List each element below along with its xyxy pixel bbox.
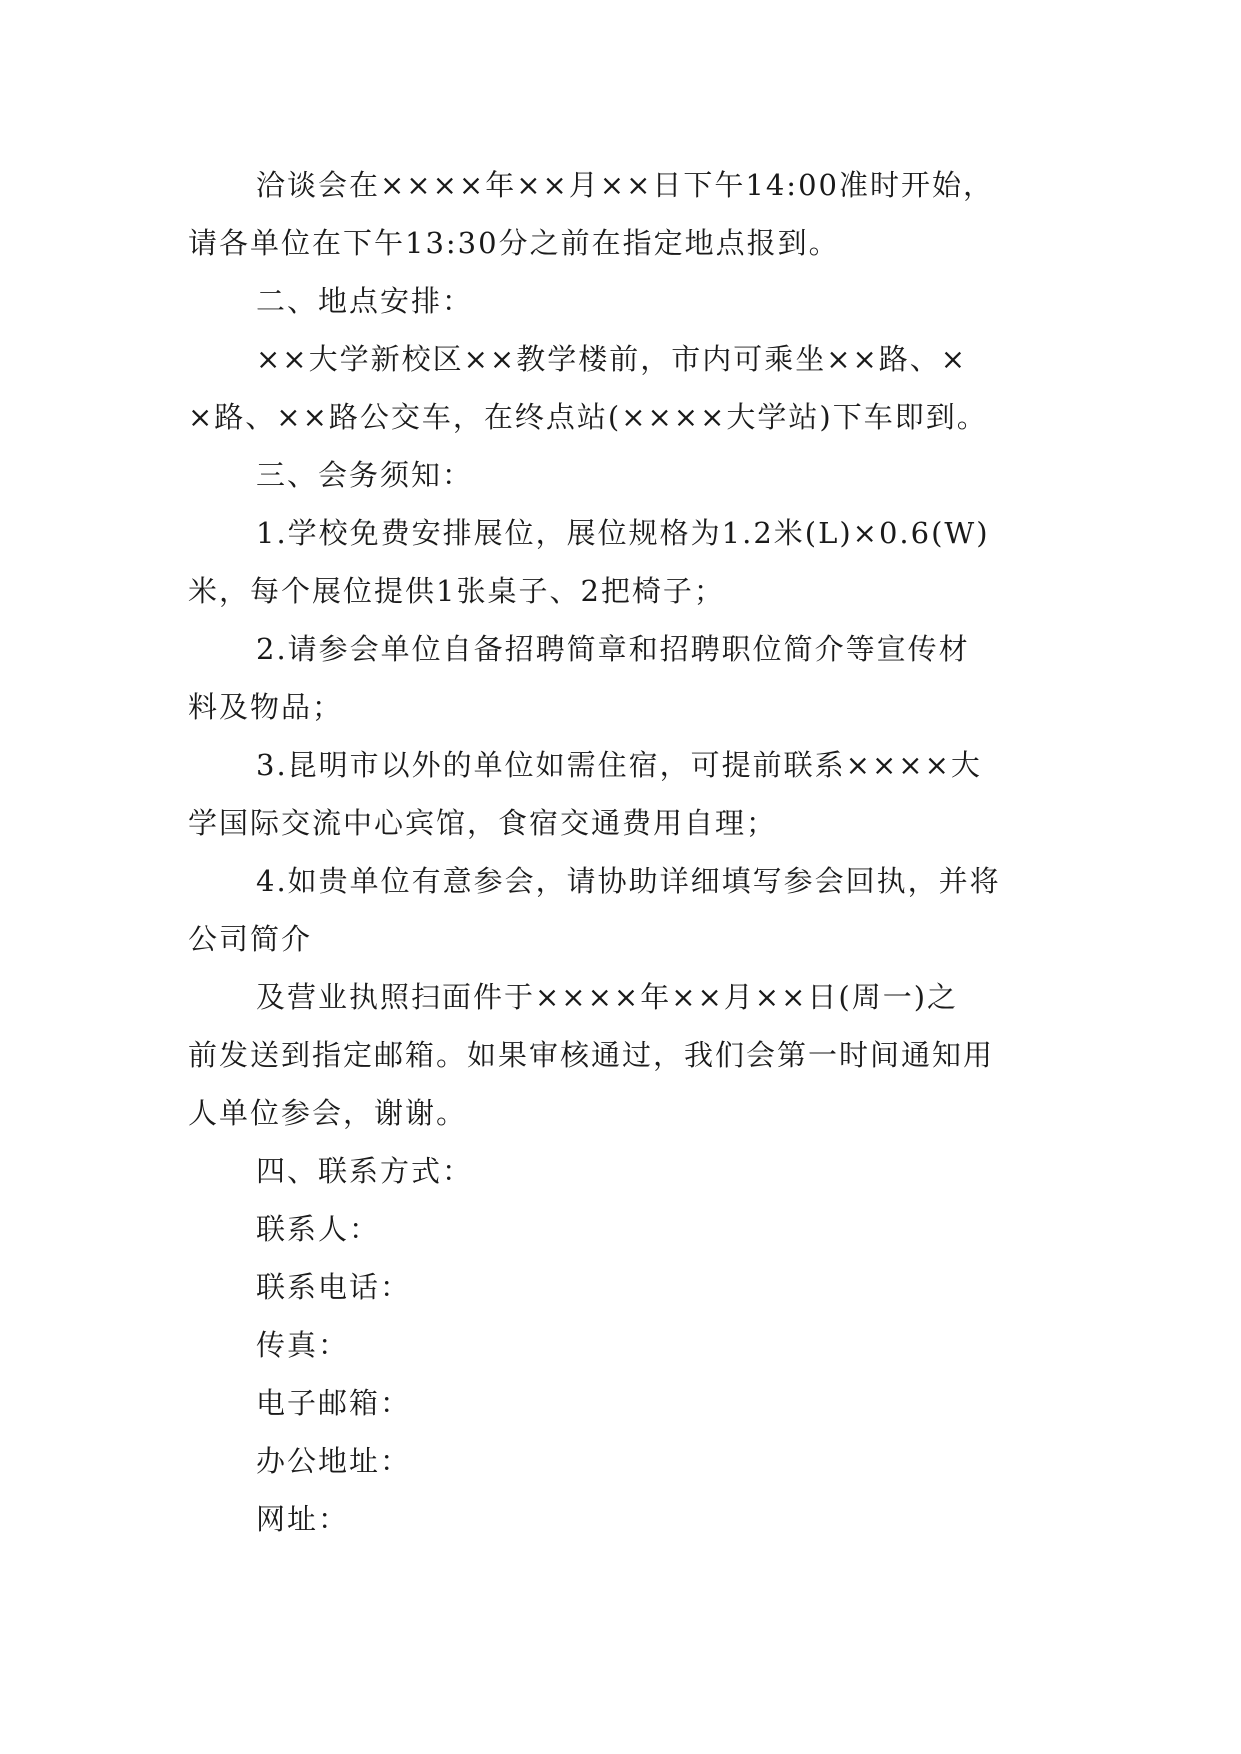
section-heading: 四、联系方式： [256, 1154, 474, 1188]
document-body [188, 156, 1088, 1548]
text-line: 及营业执照扫面件于××××年××月××日(周一)之 [256, 980, 959, 1014]
text-line: 4.如贵单位有意参会，请协助详细填写参会回执，并将 [256, 864, 1001, 898]
text-line: ××大学新校区××教学楼前，市内可乘坐××路、× [256, 342, 968, 376]
text-line: 人单位参会，谢谢。 [188, 1096, 468, 1130]
text-line: 请各单位在下午13:30分之前在指定地点报到。 [188, 226, 840, 260]
text-line: ×路、××路公交车，在终点站(××××大学站)下车即到。 [188, 400, 988, 434]
email-label: 电子邮箱： [256, 1386, 412, 1420]
text-line: 2.请参会单位自备招聘简章和招聘职位简介等宣传材 [256, 632, 970, 666]
text-line: 前发送到指定邮箱。如果审核通过，我们会第一时间通知用 [188, 1038, 995, 1072]
fax-label: 传真： [256, 1328, 350, 1362]
section-heading: 三、会务须知： [256, 458, 474, 492]
text-line: 米，每个展位提供1张桌子、2把椅子； [188, 574, 725, 608]
text-line: 公司简介 [188, 922, 313, 956]
contact-person-label: 联系人： [256, 1212, 381, 1246]
text-line: 料及物品； [188, 690, 344, 724]
office-address-label: 办公地址： [256, 1444, 412, 1478]
text-line: 3.昆明市以外的单位如需住宿，可提前联系××××大 [256, 748, 982, 782]
section-heading: 二、地点安排： [256, 284, 474, 318]
contact-phone-label: 联系电话： [256, 1270, 412, 1304]
text-line: 学国际交流中心宾馆，食宿交通费用自理； [188, 806, 778, 840]
text-line: 1.学校免费安排展位，展位规格为1.2米(L)×0.6(W) [256, 516, 990, 550]
text-line: 洽谈会在××××年××月××日下午14:00准时开始， [256, 168, 994, 202]
website-label: 网址： [256, 1502, 350, 1536]
